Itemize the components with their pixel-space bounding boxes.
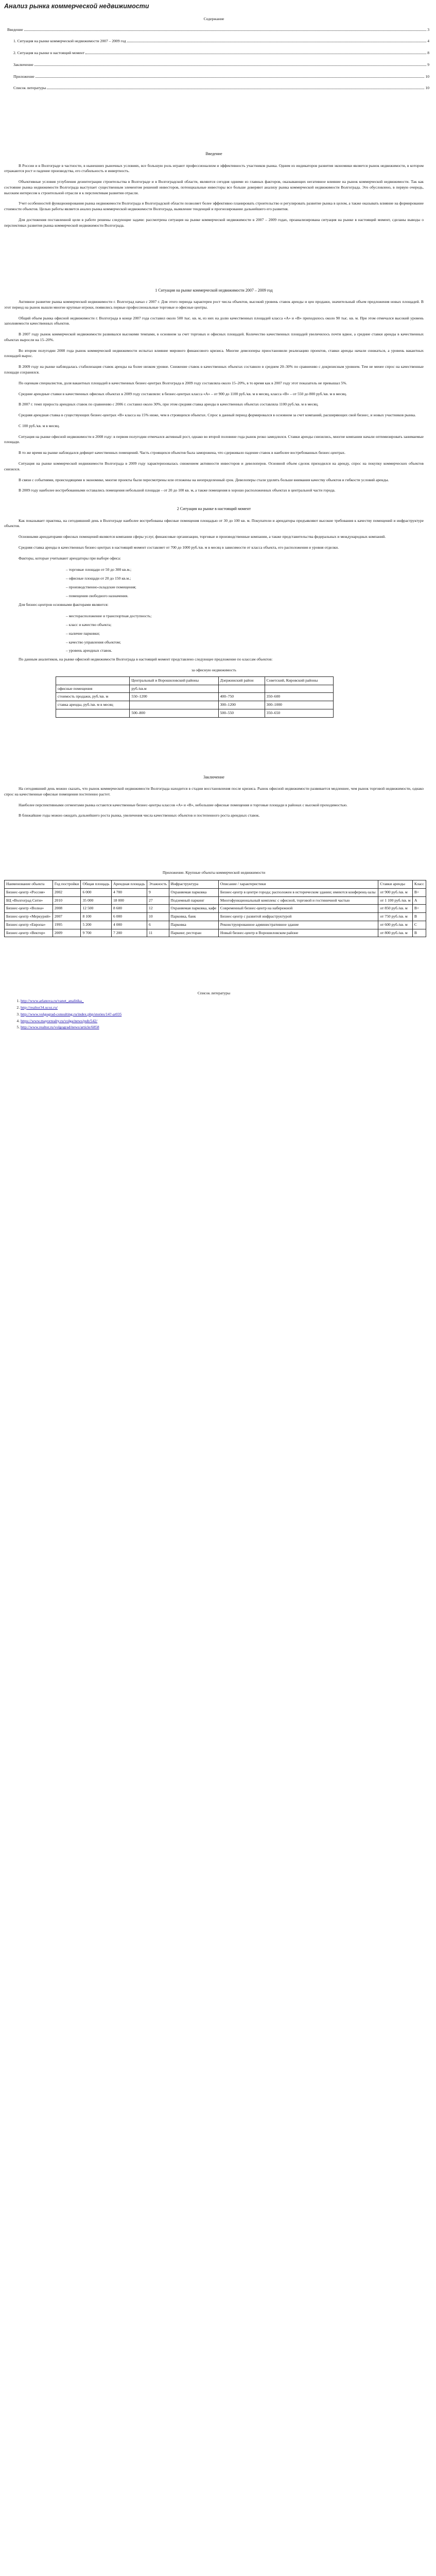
- table-cell: 2007: [53, 913, 81, 921]
- table-cell: 6 000: [112, 913, 147, 921]
- paragraph: Средняя арендная ставка в существующих бизнес-центрах «В» класса на 15% ниже, чем в строящихся объектах. Спрос в данный период формировался в основном за счет компаний, расширяющих свой бизнес, и новых участников рынка.: [19, 413, 416, 418]
- page-title: Анализ рынка коммерческой недвижимости: [4, 3, 149, 10]
- list-item: – офисные площади от 20 до 150 кв.м.;: [66, 576, 424, 582]
- toc-entry-label: Приложение: [13, 74, 34, 79]
- table-cell: Бизнес-центр «Меркурий»: [5, 913, 53, 921]
- literature-link[interactable]: http://realtor34.ucoz.ru/: [21, 1005, 58, 1010]
- table-header-cell: Наименование объекта: [5, 880, 53, 888]
- toc-entry-page: 3: [427, 27, 429, 32]
- paragraph-gap: [4, 819, 424, 824]
- list-item: – качество управления объектом;: [66, 640, 424, 646]
- toc-entry[interactable]: [7, 86, 429, 91]
- paragraph: По оценкам специалистов, доля вакантных площадей в качественных бизнес-центрах Волгограда в 2009 году составляла около 15–20%, в то время как в 2007 году этот показатель не превышал 5%.: [19, 380, 347, 385]
- table-cell: 10: [147, 913, 169, 921]
- toc-entry[interactable]: [7, 62, 429, 68]
- table-cell: Бизнес-центр «Вектор»: [5, 929, 53, 937]
- table-row: [5, 921, 426, 929]
- paragraph-gap: [4, 376, 424, 381]
- table-cell: от 800 руб./кв. м: [378, 929, 412, 937]
- table-cell: Парковка, банк: [169, 913, 218, 921]
- toc-leader-dots: [36, 77, 425, 78]
- paragraph-gap: [4, 540, 424, 545]
- section2-heading: 2 Ситуация на рынке в настоящий момент: [177, 506, 251, 512]
- toc-leader-dots: [34, 65, 426, 66]
- offices-table: [56, 676, 334, 718]
- toc-entry-label: Список литературы: [13, 86, 46, 91]
- table-cell: 8 600: [112, 905, 147, 913]
- table-cell: 9 700: [81, 929, 112, 937]
- paragraph: Для достижения поставленной цели в работе решены следующие задачи: рассмотрена ситуация на рынке коммерческой недвижимости в 2007 – 2009 годах, проанализирована ситуация на рынке в настоящий момент, сделаны выводы о перспективах развития рынка коммерческой недвижимости Волгограда.: [4, 217, 424, 228]
- paragraph-gap: [4, 196, 424, 201]
- table-cell: В+: [412, 905, 426, 913]
- paragraph: В ближайшие годы можно ожидать дальнейшего роста рынка, увеличения числа качественных объектов и постепенного роста арендных ставок.: [19, 813, 260, 818]
- table-header-cell: Инфраструктура: [169, 880, 218, 888]
- table-cell: Новый бизнес-центр в Ворошиловском районе: [218, 929, 378, 937]
- paragraph: В 2009 году на рынке наблюдалась стабилизация ставок аренды на более низком уровне. Снижение ставок в качественных объектах составило в среднем 20–30% по сравнению с докризисным уровнем. Тем не менее спрос на качественные площади сохранялся.: [4, 364, 424, 375]
- toc-entry[interactable]: [7, 27, 429, 33]
- table-row: [5, 896, 426, 905]
- section1-heading: 1 Ситуация на рынке коммерческой недвижимости 2007 – 2009 год: [155, 287, 273, 293]
- paragraph: Как показывает практика, на сегодняшний день в Волгограде наиболее востребованы офисные помещения площадью от 30 до 100 кв. м. Покупатели и арендаторы предъявляют высокие требования к качеству помещений и инфраструктуре объектов.: [4, 518, 424, 529]
- table-header-cell: Общая площадь: [81, 880, 112, 888]
- table-cell: 300–1000: [265, 701, 333, 709]
- paragraph-gap: [4, 808, 424, 813]
- paragraph: Для бизнес-центров основными факторами являются:: [19, 602, 109, 607]
- literature-item: [21, 1012, 424, 1018]
- table-cell: Многофункциональный комплекс с офисной, торговой и гостиничной частью: [218, 896, 378, 905]
- paragraph: В России и в Волгограде в частности, в нынешних рыночных условиях, все большую роль играют профессионализм и эффективность участников рынка. Одним из индикаторов развития экономики является рынок недвижимости, в котором отражаются рост и падение производства, его стабильность и инвертность.: [4, 163, 424, 174]
- table-header-cell: Арендная площадь: [112, 880, 147, 888]
- toc-entry-page: 9: [427, 62, 429, 67]
- table-cell: 2010: [53, 896, 81, 905]
- table-cell: [130, 701, 218, 709]
- paragraph-gap: [4, 327, 424, 332]
- table-cell: 27: [147, 896, 169, 905]
- toc-entry-page: 4: [427, 39, 429, 44]
- table-cell: Паркинг, ресторан: [169, 929, 218, 937]
- table-cell: 6 000: [81, 888, 112, 896]
- table-cell: 500–800: [130, 709, 218, 717]
- list-item: – месторасположение и транспортная доступность;: [66, 614, 424, 619]
- table-header-cell: Дзержинский район: [218, 676, 265, 685]
- table-header-row: [56, 676, 334, 685]
- paragraph: На сегодняшний день можно сказать, что рынок коммерческой недвижимости Волгограда находится в стадии восстановления после кризиса. Рынок офисной недвижимости развивается медленнее, чем рынок торговой недвижимости, однако спрос на качественные офисные помещения постепенно растет.: [4, 786, 424, 796]
- list-item: – класс и качество объекта;: [66, 622, 424, 628]
- toc-entry[interactable]: [7, 74, 429, 80]
- table-cell: ставка аренды, руб./кв. м в месяц: [56, 701, 130, 709]
- offices-table-caption: за офисную недвижимость: [191, 668, 236, 673]
- literature-link[interactable]: https://www.mayorrealty.ru/volga/news/pub/542/: [21, 1018, 98, 1023]
- table-cell: В: [412, 929, 426, 937]
- paragraph: Факторы, которые учитывают арендаторы при выборе офиса:: [19, 555, 121, 561]
- table-cell: [56, 709, 130, 717]
- table-cell: Подземный паркинг: [169, 896, 218, 905]
- paragraph-gap: [4, 663, 424, 668]
- table-cell: Реконструированное административное здание: [218, 921, 378, 929]
- conclusion-heading: Заключение: [203, 774, 224, 779]
- table-cell: 300–1200: [218, 701, 265, 709]
- literature-item: [21, 998, 424, 1004]
- table-header-cell: Год постройки: [53, 880, 81, 888]
- table-cell: 2008: [53, 905, 81, 913]
- paragraph-gap: [4, 607, 424, 613]
- table-cell: 550–1200: [130, 693, 218, 701]
- table-header-cell: Класс: [412, 880, 426, 888]
- table-cell: 400–750: [218, 693, 265, 701]
- paragraph-gap: [4, 418, 424, 423]
- table-cell: А: [412, 896, 426, 905]
- table-cell: от 1 100 руб./кв. м: [378, 896, 412, 905]
- appendix-heading: Приложение. Крупные объекты коммерческой недвижимости: [162, 870, 266, 875]
- paragraph: Ситуация на рынке офисной недвижимости в 2008 году: в первом полугодии отмечался активный рост, однако во второй половине года рынок резко замедлился. Ставки аренды снизились, многие компании начали оптимизировать занимаемые площади.: [4, 434, 424, 445]
- paragraph: Средняя ставка аренды в качественных бизнес-центрах в настоящий момент составляет от 700 до 1000 руб./кв. м в месяц в зависимости от класса объекта, его расположения и уровня отделки.: [19, 545, 339, 550]
- table-cell: 1995: [53, 921, 81, 929]
- paragraph-gap: [4, 445, 424, 450]
- appendix-table: [4, 880, 426, 937]
- paragraph-gap: [4, 397, 424, 402]
- paragraph: В то же время на рынке наблюдался дефицит качественных помещений. Часть строящихся объектов была заморожена, что сдерживало падение ставок в наиболее востребованных бизнес-центрах.: [19, 450, 346, 455]
- toc-entry-label: 1. Ситуация на рынке коммерческой недвижимости 2007 – 2009 год: [13, 39, 126, 44]
- table-cell: от 900 руб./кв. м: [378, 888, 412, 896]
- table-cell: 2009: [53, 929, 81, 937]
- table-row: [56, 693, 334, 701]
- table-row: [56, 709, 334, 717]
- paragraph: Основными арендаторами офисных помещений являются компании сферы услуг, финансовые организации, торговые и производственные компании, а также представительства федеральных и международных компаний.: [19, 534, 386, 539]
- table-header-cell: [56, 676, 130, 685]
- table-cell: от 750 руб./кв. м: [378, 913, 412, 921]
- table-cell: 12 500: [81, 905, 112, 913]
- literature-heading: Список литературы: [197, 991, 231, 996]
- paragraph: Активное развитие рынка коммерческой недвижимости г. Волгоград начал с 2007 г. Для этого периода характерен рост числа объектов, высокий уровень ставок аренды и цен продажи, значительный объем предложения новых площадей. В этот период на рынок вышли многие крупные игроки, появились первые профессиональные торговые и офисные центры.: [4, 299, 424, 310]
- table-cell: 4 000: [112, 921, 147, 929]
- table-cell: Бизнес-центр «Волна»: [5, 905, 53, 913]
- intro-heading: Введение: [205, 151, 222, 157]
- table-cell: Охраняемая парковка: [169, 888, 218, 896]
- paragraph-gap: [4, 494, 424, 499]
- table-cell: 350–650: [265, 709, 333, 717]
- table-cell: от 600 руб./кв. м: [378, 921, 412, 929]
- table-header-cell: Советский, Кировский районы: [265, 676, 333, 685]
- list-item: – производственно-складские помещения;: [66, 585, 424, 590]
- document-page: [0, 2, 428, 1042]
- table-cell: Парковка: [169, 921, 218, 929]
- table-cell: 12: [147, 905, 169, 913]
- paragraph-gap: [4, 472, 424, 478]
- table-row: [5, 913, 426, 921]
- literature-link[interactable]: http://www.arlanova.ru/vanet_analitika_: [21, 998, 84, 1004]
- table-cell: 8 100: [81, 913, 112, 921]
- table-row: [5, 929, 426, 937]
- table-cell: 7 200: [112, 929, 147, 937]
- paragraph-gap: [4, 483, 424, 488]
- table-header-cell: Ставки аренды: [378, 880, 412, 888]
- table-cell: В+: [412, 888, 426, 896]
- paragraph: Объективные условия углубления дезинтеграции строительства в Волгограде и в Волгоградской области, являются сегодня одними из главных факторов, оказывающих негативное влияние на рынок коммерческой недвижимости. Так как состояние рынка недвижимости Волгограда выступает существенным элементом решений инвесторов, потенциальные инвесторы все больше доверяют анализу рынка коммерческой недвижимости Волгограда. Это обусловлено, в первую очередь, высоким интересом к строительной отрасли и к перспективам развития отрасли.: [4, 179, 424, 195]
- paragraph: По данным аналитиков, на рынке офисной недвижимости Волгограда в настоящий момент представлено следующее предложение по классам объектов:: [19, 657, 273, 662]
- toc-entry[interactable]: [7, 39, 429, 44]
- table-cell: Охраняемая парковка, кафе: [169, 905, 218, 913]
- toc-entry-label: Введение: [7, 27, 23, 32]
- paragraph-gap: [4, 386, 424, 392]
- paragraph: Средние арендные ставки в качественных офисных объектах в 2009 году составляли: в бизнес-центрах класса «А» – от 900 до 1100 руб./кв. м в месяц, класса «В» – от 550 до 800 руб./кв. м в месяц.: [19, 391, 347, 396]
- list-item: – помещения свободного назначения.: [66, 594, 424, 599]
- table-cell: 350–600: [265, 693, 333, 701]
- table-header-cell: Этажность: [147, 880, 169, 888]
- table-cell: В: [412, 913, 426, 921]
- paragraph-gap: [4, 551, 424, 556]
- list-item: – уровень арендных ставок.: [66, 648, 424, 654]
- paragraph-gap: [4, 212, 424, 217]
- table-header-cell: Описание / характеристики: [218, 880, 378, 888]
- toc-entry-page: 8: [427, 50, 429, 56]
- toc-entry[interactable]: [7, 50, 429, 56]
- table-cell: Бизнес-центр «Европа»: [5, 921, 53, 929]
- table-cell: [265, 685, 333, 693]
- table-cell: офисные помещения: [56, 685, 130, 693]
- table-of-contents: [7, 27, 429, 92]
- intro-body: [4, 163, 424, 234]
- toc-entry-label: 2. Ситуация на рынке в настоящий момент: [13, 50, 85, 56]
- paragraph: Во втором полугодии 2008 года рынок коммерческой недвижимости испытал влияние мирового финансового кризиса. Многие девелоперы приостановили реализацию проектов, ставки аренды начали снижаться, а уровень вакантных площадей вырос.: [4, 348, 424, 359]
- paragraph-gap: [4, 311, 424, 316]
- table-cell: 35 000: [81, 896, 112, 905]
- literature-link[interactable]: http://www.realtor.ru/volgograd/news/article/6858: [21, 1025, 99, 1030]
- table-cell: Современный бизнес-центр на набережной: [218, 905, 378, 913]
- table-cell: 4 700: [112, 888, 147, 896]
- literature-item: [21, 1025, 424, 1030]
- section2-body-2: [4, 602, 424, 613]
- requirements-list: [66, 567, 424, 599]
- paragraph: Общий объем рынка офисной недвижимости г. Волгограда в конце 2007 года составил около 500 тыс. кв. м, из них на долю качественных площадей класса «А» и «В» приходилось около 90 тыс. кв. м. При этом отмечался высокий уровень заполняемости качественных объектов.: [4, 315, 424, 326]
- table-header-cell: Центральный и Ворошиловский районы: [130, 676, 218, 685]
- literature-list: [21, 998, 424, 1030]
- literature-item: [21, 1019, 424, 1024]
- table-cell: Бизнес-центр в центре города; расположен в историческом здании; имеются конференц-залы: [218, 888, 378, 896]
- table-cell: 9: [147, 888, 169, 896]
- paragraph: С 100 руб./кв. м в месяц.: [19, 423, 60, 428]
- table-cell: Бизнес-центр с развитой инфраструктурой: [218, 913, 378, 921]
- paragraph-gap: [4, 229, 424, 234]
- toc-leader-dots: [24, 30, 427, 31]
- literature-link[interactable]: http://www.volgograd-consulting.ru/index.php/stories/14?-ar035: [21, 1011, 122, 1016]
- paragraph: Учет особенностей функционирования рынка недвижимости Волгограда и Волгоградской области позволяет более эффективно планировать строительство и регулировать развитие рынка в целом, а также оказывать влияние на формирование стоимости объектов. Целью работы является анализ рынка коммерческой недвижимости Волгограда, выявление тенденций и прогнозирование дальнейшего его развития.: [4, 201, 424, 212]
- paragraph-gap: [4, 359, 424, 364]
- table-row: [56, 685, 334, 693]
- paragraph-gap: [4, 174, 424, 179]
- table-cell: Бизнес-центр «Россия»: [5, 888, 53, 896]
- conclusion-body: [4, 786, 424, 824]
- table-cell: [218, 685, 265, 693]
- toc-entry-page: 10: [425, 86, 429, 91]
- paragraph-gap: [4, 561, 424, 566]
- paragraph: В 2007 году рынок коммерческой недвижимости развивался высокими темпами, в основном за счет торговых и офисных площадей. Количество качественных площадей увеличилось почти вдвое, а средние ставки аренды в качественных объектах выросли на 15–20%.: [4, 332, 424, 342]
- paragraph: В 2009 году наиболее востребованными оставались помещения небольшой площади – от 20 до 100 кв. м, а также помещения в хорошо расположенных объектах в центральной части города.: [19, 488, 336, 493]
- paragraph-gap: [4, 798, 424, 803]
- table-cell: от 850 руб./кв. м: [378, 905, 412, 913]
- table-row: [5, 888, 426, 896]
- table-cell: С: [412, 921, 426, 929]
- section1-body: [4, 299, 424, 499]
- toc-heading: Содержание: [203, 16, 224, 21]
- toc-entry-label: Заключение: [13, 62, 33, 67]
- paragraph-gap: [4, 456, 424, 461]
- paragraph: В 2007 г. темп прироста арендных ставок по сравнению с 2006 г. составил около 30%, при этом средняя ставка аренды в качественных объектах составляла 1100 руб./кв. м в месяц.: [19, 402, 319, 407]
- table-row: [56, 701, 334, 709]
- section2-body: [4, 518, 424, 567]
- paragraph: Наиболее перспективными сегментами рынка остаются качественные бизнес-центры классов «А» и «В», небольшие офисные помещения и торговые площади в районах с высокой проходимостью.: [19, 802, 347, 807]
- table-cell: 500–550: [218, 709, 265, 717]
- table-cell: 5 200: [81, 921, 112, 929]
- literature-item: [21, 1005, 424, 1011]
- table-cell: 2002: [53, 888, 81, 896]
- table-cell: БЦ «Волгоград Сити»: [5, 896, 53, 905]
- paragraph-gap: [4, 529, 424, 534]
- factors-list: [66, 614, 424, 654]
- paragraph-gap: [4, 343, 424, 348]
- table-header-row: [5, 880, 426, 888]
- toc-entry-page: 10: [425, 74, 429, 79]
- table-cell: 6: [147, 921, 169, 929]
- table-cell: стоимость продажи, руб./кв. м: [56, 693, 130, 701]
- table-cell: 11: [147, 929, 169, 937]
- paragraph-gap: [4, 429, 424, 434]
- section2-body-3: [4, 657, 424, 668]
- list-item: – торговые площади от 50 до 300 кв.м.;: [66, 567, 424, 573]
- table-row: [5, 905, 426, 913]
- paragraph-gap: [4, 408, 424, 413]
- paragraph: В связи с событиями, происходящими в экономике, многие проекты были пересмотрены или отложены на неопределенный срок. Девелоперы стали уделять больше внимания качеству объектов и гибкости условий аренды.: [19, 477, 389, 482]
- table-cell: руб./кв.м: [130, 685, 218, 693]
- paragraph: Ситуация на рынке коммерческой недвижимости Волгограда в 2009 году характеризовалась снижением активности инвесторов и девелоперов. Основной объем сделок приходился на аренду, спрос на покупку коммерческих объектов снизился.: [4, 461, 424, 471]
- table-cell: 18 000: [112, 896, 147, 905]
- list-item: – наличие парковки;: [66, 631, 424, 637]
